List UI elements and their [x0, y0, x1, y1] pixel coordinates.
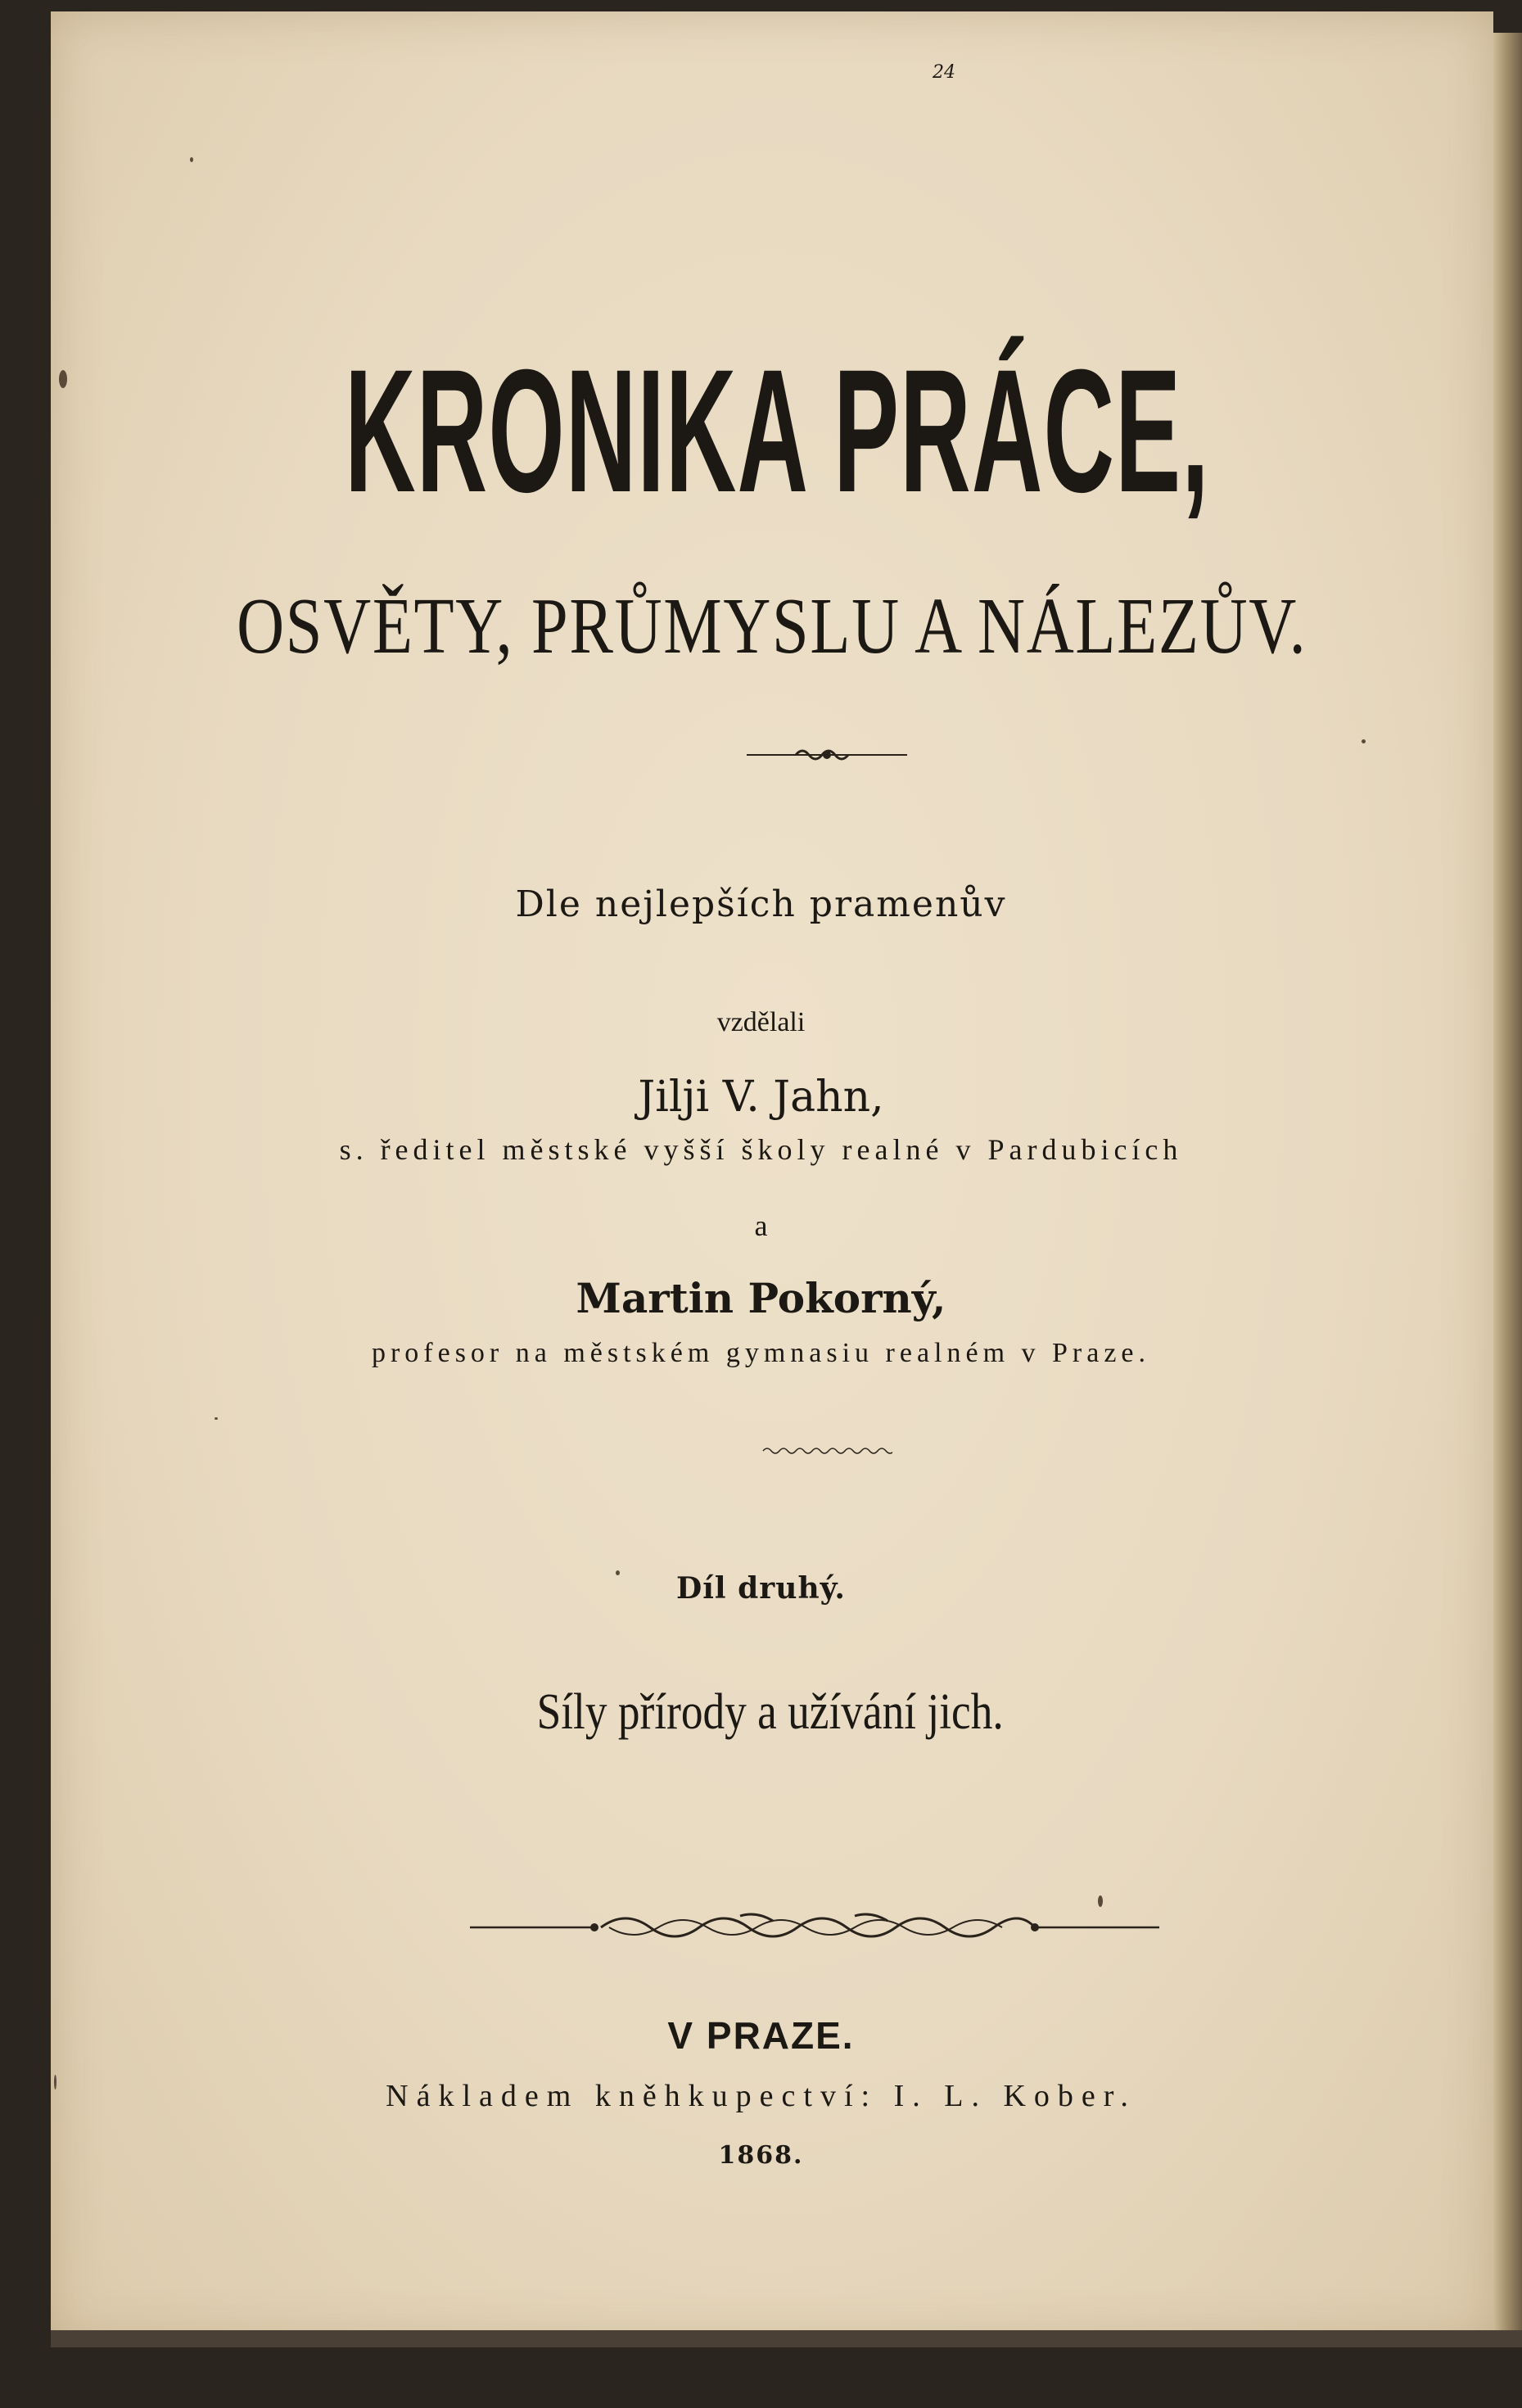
decorative-scroll-rule: [470, 1908, 1159, 1945]
intro-line: Dle nejlepších pramenův: [515, 883, 1007, 925]
edited-by: vzdělali: [716, 1007, 806, 1037]
paper-speck: [1098, 1895, 1103, 1907]
publication-year: 1868.: [718, 2141, 804, 2170]
author-1-role: s. ředitel městské vyšší školy realné v Pardubicích: [339, 1133, 1183, 1166]
book-title: KRONIKA PRÁCE,: [345, 333, 1210, 529]
small-flourish-ornament: [745, 742, 909, 766]
publisher-line: Nákladem kněhkupectví: I. L. Kober.: [386, 2079, 1136, 2113]
conjunction: a: [754, 1209, 768, 1242]
author-2-role: profesor na městském gymnasiu realném v Praze.: [371, 1338, 1151, 1368]
author-2-name: Martin Pokorný,: [576, 1274, 946, 1322]
part-title: Síly přírody a užívání jich.: [536, 1684, 1004, 1740]
paper-speck: [1362, 739, 1366, 743]
page-edge-bottom: [51, 2330, 1522, 2347]
publication-place: V PRAZE.: [667, 2014, 855, 2057]
page-edge-right: [1493, 33, 1522, 2347]
paper-speck: [59, 370, 67, 388]
part-number: Díl druhý.: [676, 1571, 846, 1606]
paper-speck: [190, 157, 193, 162]
page-mark: 24: [933, 62, 955, 83]
wavy-rule-ornament: [761, 1444, 892, 1457]
author-1-name: Jilji V. Jahn,: [638, 1073, 884, 1122]
paper-speck: [215, 1417, 218, 1420]
book-subtitle: OSVĚTY, PRŮMYSLU A NÁLEZŮV.: [237, 582, 1307, 671]
